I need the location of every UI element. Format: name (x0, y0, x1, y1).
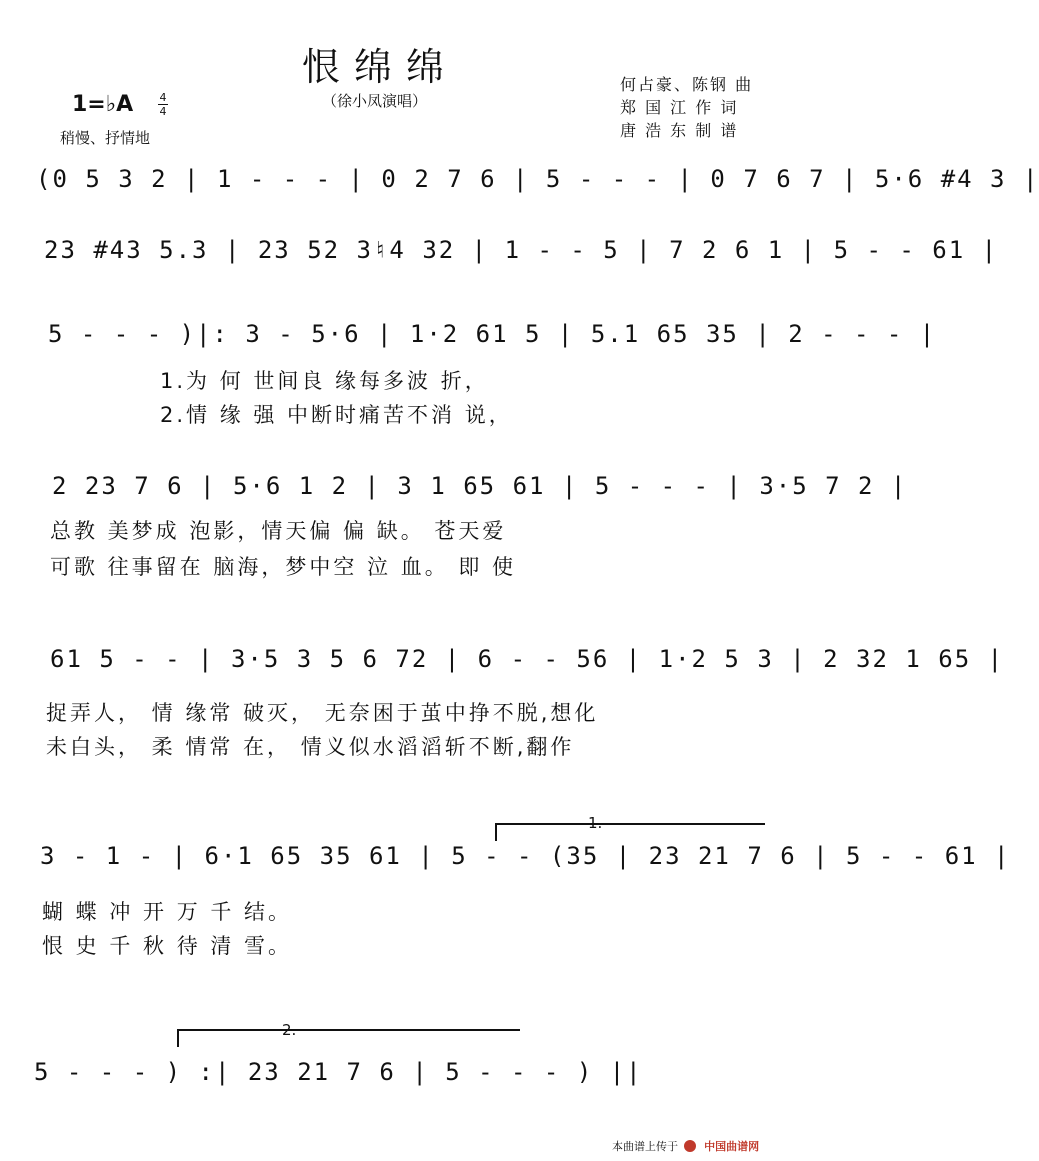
first-ending-bracket-hook (495, 823, 497, 841)
time-bottom: 4 (159, 105, 167, 118)
first-ending-label: 1. (588, 814, 603, 832)
lyric-verse1-line4: 蝴 蝶 冲 开 万 千 结。 (42, 900, 293, 924)
site-logo (684, 1135, 759, 1154)
staff-row-1: (0 5 3 2 | 1 - - - | 0 2 7 6 | 5 - - - | 0 7 6 7 | 5·6 #4 3 | (36, 165, 1039, 193)
credit-lyricist: 郑 国 江 作 词 (620, 98, 739, 117)
lyric-verse2-line1: 2.情 缘 强 中断时痛苦不消 说， (160, 403, 513, 427)
second-ending-label: 2. (282, 1021, 297, 1039)
time-top: 4 (159, 91, 167, 104)
credit-composer: 何占豪、陈钢 曲 (620, 75, 754, 94)
staff-row-5: 61 5 - - | 3·5 3 5 6 72 | 6 - - 56 | 1·2 5 3 | 2 32 1 65 | (50, 645, 1005, 673)
credit-engraver: 唐 浩 东 制 谱 (620, 121, 739, 140)
tempo-marking: 稍慢、抒情地 (60, 129, 151, 147)
staff-row-6: 3 - 1 - | 6·1 65 35 61 | 5 - - (35 | 23 21 7 6 | 5 - - 61 | (40, 842, 1011, 870)
singer-note: （徐小凤演唱） (322, 92, 428, 110)
logo-icon (684, 1140, 696, 1152)
staff-row-7: 5 - - - ) :| 23 21 7 6 | 5 - - - ) || (34, 1058, 643, 1086)
time-signature (158, 92, 168, 117)
song-title: 恨绵绵 (302, 45, 459, 89)
second-ending-bracket-hook (177, 1029, 179, 1047)
upload-note: 本曲谱上传于 (612, 1140, 678, 1153)
lyric-verse2-line2: 可歌 往事留在 脑海，梦中空 泣 血。 即 使 (50, 555, 517, 579)
lyric-verse1-line2: 总教 美梦成 泡影，情天偏 偏 缺。 苍天爱 (50, 519, 507, 543)
lyric-verse2-line4: 恨 史 千 秋 待 清 雪。 (42, 934, 293, 958)
logo-text: 中国曲谱网 (704, 1140, 760, 1153)
lyric-verse2-line3: 未白头， 柔 情常 在， 情义似水滔滔斩不断,翻作 (46, 735, 575, 759)
staff-row-3: 5 - - - )|: 3 - 5·6 | 1·2 61 5 | 5.1 65 35 | 2 - - - | (48, 320, 937, 348)
lyric-verse1-line1: 1.为 何 世间良 缘每多波 折， (160, 369, 489, 393)
key-signature: 1=♭A (72, 92, 134, 117)
first-ending-bracket (495, 823, 765, 825)
staff-row-2: 23 #43 5.3 | 23 52 3♮4 32 | 1 - - 5 | 7 2 6 1 | 5 - - 61 | (44, 236, 999, 264)
second-ending-bracket (177, 1029, 520, 1031)
staff-row-4: 2 23 7 6 | 5·6 1 2 | 3 1 65 61 | 5 - - - | 3·5 7 2 | (52, 472, 908, 500)
lyric-verse1-line3: 捉弄人， 情 缘常 破灭， 无奈困于茧中挣不脱,想化 (46, 701, 599, 725)
